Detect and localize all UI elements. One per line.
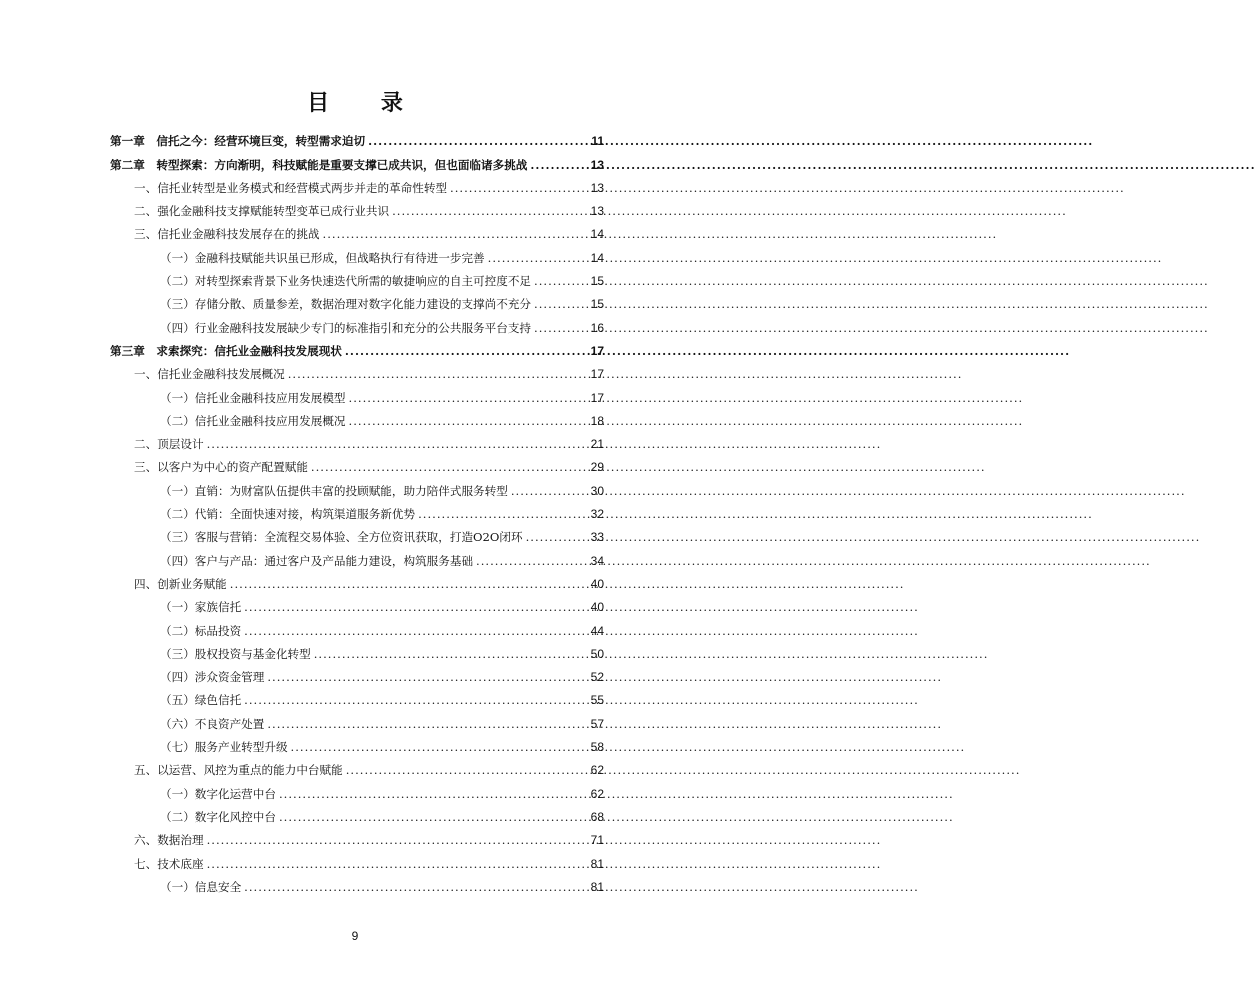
toc-entry-title: 三、信托业金融科技发展存在的挑战 (134, 227, 320, 242)
toc-subsection-entry[interactable] (110, 708, 604, 731)
toc-entry-page: 15 (590, 297, 604, 312)
toc-subsection-entry[interactable] (110, 592, 604, 615)
dot-leader (530, 158, 587, 173)
toc-entry-page: 58 (590, 740, 604, 755)
toc-entry-page: 17 (590, 343, 604, 358)
dot-leader (314, 647, 588, 662)
toc-subsection-entry[interactable] (110, 266, 604, 289)
toc-entry-page: 13 (590, 157, 604, 172)
toc-entry-page: 17 (590, 367, 604, 382)
toc-entry-page: 34 (590, 553, 604, 568)
toc-entry-title: 第二章 转型探索：方向渐明，科技赋能是重要支撑已成共识，但也面临诸多挑战 (110, 157, 528, 172)
toc-entry-page: 32 (590, 507, 604, 522)
dot-leader (345, 344, 588, 359)
toc-entry-title: （一）直销：为财富队伍提供丰富的投顾赋能，助力陪伴式服务转型 (160, 483, 508, 498)
toc-subsection-entry[interactable] (110, 639, 604, 662)
toc-entry-page: 44 (590, 623, 604, 638)
toc-entry-page: 14 (590, 250, 604, 265)
dot-leader (267, 670, 587, 685)
dot-leader (534, 297, 588, 312)
toc-subsection-entry[interactable] (110, 802, 604, 825)
toc-entry-page: 40 (590, 600, 604, 615)
dot-leader (207, 857, 588, 872)
dot-leader (526, 530, 588, 545)
toc-entry-page: 18 (590, 413, 604, 428)
toc-section-entry[interactable] (110, 219, 604, 242)
toc-entry-page: 13 (590, 204, 604, 219)
toc-entry-title: 第一章 信托之今：经营环境巨变，转型需求迫切 (110, 134, 366, 149)
toc-subsection-entry[interactable] (110, 242, 604, 265)
toc-entry-title: （二）数字化风控中台 (160, 809, 276, 824)
toc-entry-title: （四）涉众资金管理 (160, 670, 265, 685)
dot-leader (244, 880, 587, 895)
toc-entry-title: 六、数据治理 (134, 833, 204, 848)
toc-entry-title: 四、创新业务赋能 (134, 576, 227, 591)
toc-subsection-entry[interactable] (110, 522, 604, 545)
toc-entry-page: 21 (590, 437, 604, 452)
toc-subsection-entry[interactable] (110, 382, 604, 405)
toc-entry-title: 五、以运营、风控为重点的能力中台赋能 (134, 763, 343, 778)
toc-title: 目 录 (307, 91, 425, 116)
toc-section-entry[interactable] (110, 196, 604, 219)
toc-section-entry[interactable] (110, 755, 604, 778)
toc-subsection-entry[interactable] (110, 662, 604, 685)
dot-leader (323, 227, 588, 242)
toc-section-entry[interactable] (110, 825, 604, 848)
toc-entry-page: 15 (590, 274, 604, 289)
toc-entry-title: （一）家族信托 (160, 600, 242, 615)
dot-leader (418, 507, 588, 522)
toc-subsection-entry[interactable] (110, 475, 604, 498)
toc-entry-title: （三）存储分散、质量参差，数据治理对数字化能力建设的支撑尚不充分 (160, 297, 532, 312)
dot-leader (207, 437, 588, 452)
toc-entry-title: （二）标品投资 (160, 623, 242, 638)
toc-entry-title: （三）客服与营销：全流程交易体验、全方位资讯获取，打造O2O闭环 (160, 530, 523, 545)
toc-section-entry[interactable] (110, 429, 604, 452)
toc-section-entry[interactable] (110, 848, 604, 871)
dot-leader (349, 391, 588, 406)
dot-leader (279, 810, 588, 825)
toc-chapter-entry[interactable] (110, 149, 604, 172)
toc-entry-page: 68 (590, 809, 604, 824)
toc-subsection-entry[interactable] (110, 545, 604, 568)
toc-entry-title: 三、以客户为中心的资产配置赋能 (134, 460, 308, 475)
toc-entry-title: （六）不良资产处置 (160, 716, 265, 731)
toc-subsection-entry[interactable] (110, 499, 604, 522)
dot-leader (244, 624, 587, 639)
toc-entry-page: 14 (590, 227, 604, 242)
toc-entry-page: 52 (590, 670, 604, 685)
toc-entry-title: （二）对转型探索背景下业务快速迭代所需的敏捷响应的自主可控度不足 (160, 274, 532, 289)
toc-entry-page: 30 (590, 483, 604, 498)
toc-entry-title: （五）绿色信托 (160, 693, 242, 708)
toc-entry-title: （四）行业金融科技发展缺少专门的标准指引和充分的公共服务平台支持 (160, 320, 532, 335)
dot-leader (392, 204, 588, 219)
toc-entry-page: 13 (590, 180, 604, 195)
dot-leader (346, 763, 588, 778)
dot-leader (267, 717, 587, 732)
page-number: 9 (351, 929, 359, 943)
toc-entry-page: 16 (590, 320, 604, 335)
toc-entry-title: 七、技术底座 (134, 856, 204, 871)
dot-leader (244, 600, 587, 615)
table-of-contents (110, 126, 604, 895)
toc-entry-title: （一）信托业金融科技应用发展模型 (160, 390, 346, 405)
toc-entry-page: 50 (590, 646, 604, 661)
toc-entry-title: （一）数字化运营中台 (160, 786, 276, 801)
toc-entry-title: （三）股权投资与基金化转型 (160, 646, 311, 661)
toc-section-entry[interactable] (110, 452, 604, 475)
dot-leader (291, 740, 588, 755)
toc-entry-title: （一）金融科技赋能共识虽已形成，但战略执行有待进一步完善 (160, 250, 485, 265)
toc-entry-title: 一、信托业转型是业务模式和经营模式两步并走的革命性转型 (134, 180, 448, 195)
toc-entry-title: （二）信托业金融科技应用发展概况 (160, 413, 346, 428)
toc-entry-page: 33 (590, 530, 604, 545)
toc-entry-title: （二）代销：全面快速对接，构筑渠道服务新优势 (160, 507, 416, 522)
dot-leader (288, 367, 588, 382)
toc-entry-page: 62 (590, 763, 604, 778)
toc-subsection-entry[interactable] (110, 778, 604, 801)
toc-entry-title: （四）客户与产品：通过客户及产品能力建设，构筑服务基础 (160, 553, 474, 568)
dot-leader (368, 134, 588, 149)
toc-entry-page: 40 (590, 576, 604, 591)
dot-leader (311, 460, 588, 475)
toc-subsection-entry[interactable] (110, 685, 604, 708)
toc-subsection-entry[interactable] (110, 289, 604, 312)
dot-leader (450, 181, 588, 196)
toc-section-entry[interactable] (110, 569, 604, 592)
toc-entry-title: 第三章 求索探究：信托业金融科技发展现状 (110, 343, 342, 358)
toc-entry-page: 81 (590, 856, 604, 871)
toc-subsection-entry[interactable] (110, 615, 604, 638)
toc-entry-page: 29 (590, 460, 604, 475)
toc-subsection-entry[interactable] (110, 872, 604, 895)
toc-chapter-entry[interactable] (110, 126, 604, 149)
dot-leader (207, 833, 588, 848)
toc-entry-title: 二、顶层设计 (134, 437, 204, 452)
toc-entry-title: （一）信息安全 (160, 879, 242, 894)
toc-subsection-entry[interactable] (110, 406, 604, 429)
dot-leader (488, 251, 588, 266)
dot-leader (534, 274, 588, 289)
dot-leader (511, 484, 588, 499)
toc-entry-page: 57 (590, 716, 604, 731)
dot-leader (230, 577, 588, 592)
dot-leader (534, 321, 588, 336)
toc-entry-title: 二、强化金融科技支撑赋能转型变革已成行业共识 (134, 204, 390, 219)
toc-chapter-entry[interactable] (110, 336, 604, 359)
toc-entry-page: 55 (590, 693, 604, 708)
toc-entry-page: 17 (590, 390, 604, 405)
toc-entry-title: （七）服务产业转型升级 (160, 740, 288, 755)
toc-section-entry[interactable] (110, 173, 604, 196)
toc-entry-title: 一、信托业金融科技发展概况 (134, 367, 285, 382)
toc-entry-page: 11 (591, 134, 604, 149)
dot-leader (349, 414, 588, 429)
toc-entry-page: 62 (590, 786, 604, 801)
toc-section-entry[interactable] (110, 359, 604, 382)
toc-subsection-entry[interactable] (110, 312, 604, 335)
toc-entry-page: 71 (590, 833, 604, 848)
dot-leader (279, 787, 588, 802)
dot-leader (244, 693, 587, 708)
toc-subsection-entry[interactable] (110, 732, 604, 755)
dot-leader (476, 554, 588, 569)
toc-entry-page: 81 (590, 879, 604, 894)
